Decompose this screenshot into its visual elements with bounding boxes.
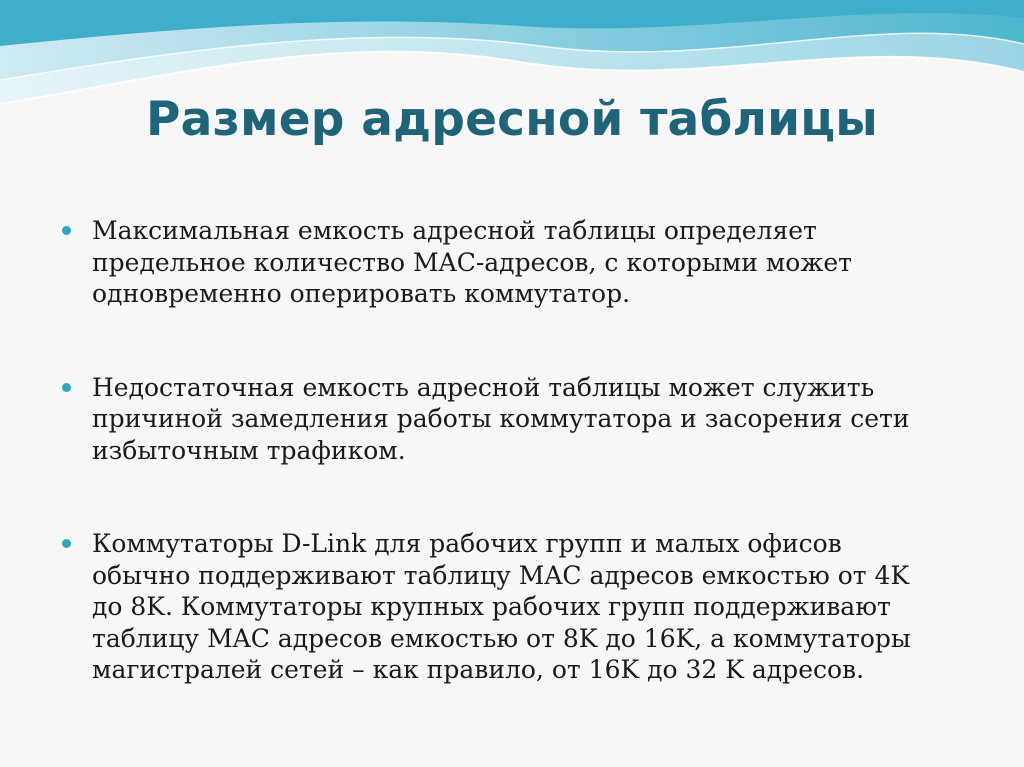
bullet-text-line: предельное количество MAC-адресов, с которыми может: [92, 247, 852, 277]
bullet-text-line: избыточным трафиком.: [92, 435, 406, 465]
bullet-text-line: одновременно оперировать коммутатор.: [92, 279, 631, 308]
bullet-text-line: магистралей сетей – как правило, от 16K до 32 K адресов.: [92, 655, 865, 684]
bullet-text-line: таблицу MAC адресов емкостью от 8K до 16K, а коммутаторы: [92, 623, 911, 653]
bullet-text-line: до 8K. Коммутаторы крупных рабочих групп поддерживают: [92, 592, 891, 621]
bullet-text-line: Недостаточная емкость адресной таблицы может служить: [92, 372, 875, 402]
bullet-item: [62, 215, 992, 310]
bullet-dot-icon: [62, 226, 71, 235]
bullet-item: [62, 528, 992, 686]
bullet-text-line: причиной замедления работы коммутатора и засорения сети: [92, 404, 910, 433]
bullet-dot-icon: [62, 539, 71, 548]
bullet-item: [62, 372, 992, 467]
bullet-dot-icon: [62, 383, 71, 392]
bullet-list: [62, 215, 992, 686]
bullet-text-line: обычно поддерживают таблицу MAC адресов емкостью от 4K: [92, 560, 910, 590]
bullet-text-line: Коммутаторы D-Link для рабочих групп и малых офисов: [92, 529, 842, 558]
bullet-text-line: Максимальная емкость адресной таблицы определяет: [92, 216, 817, 245]
slide-title: Размер адресной таблицы: [146, 92, 878, 147]
